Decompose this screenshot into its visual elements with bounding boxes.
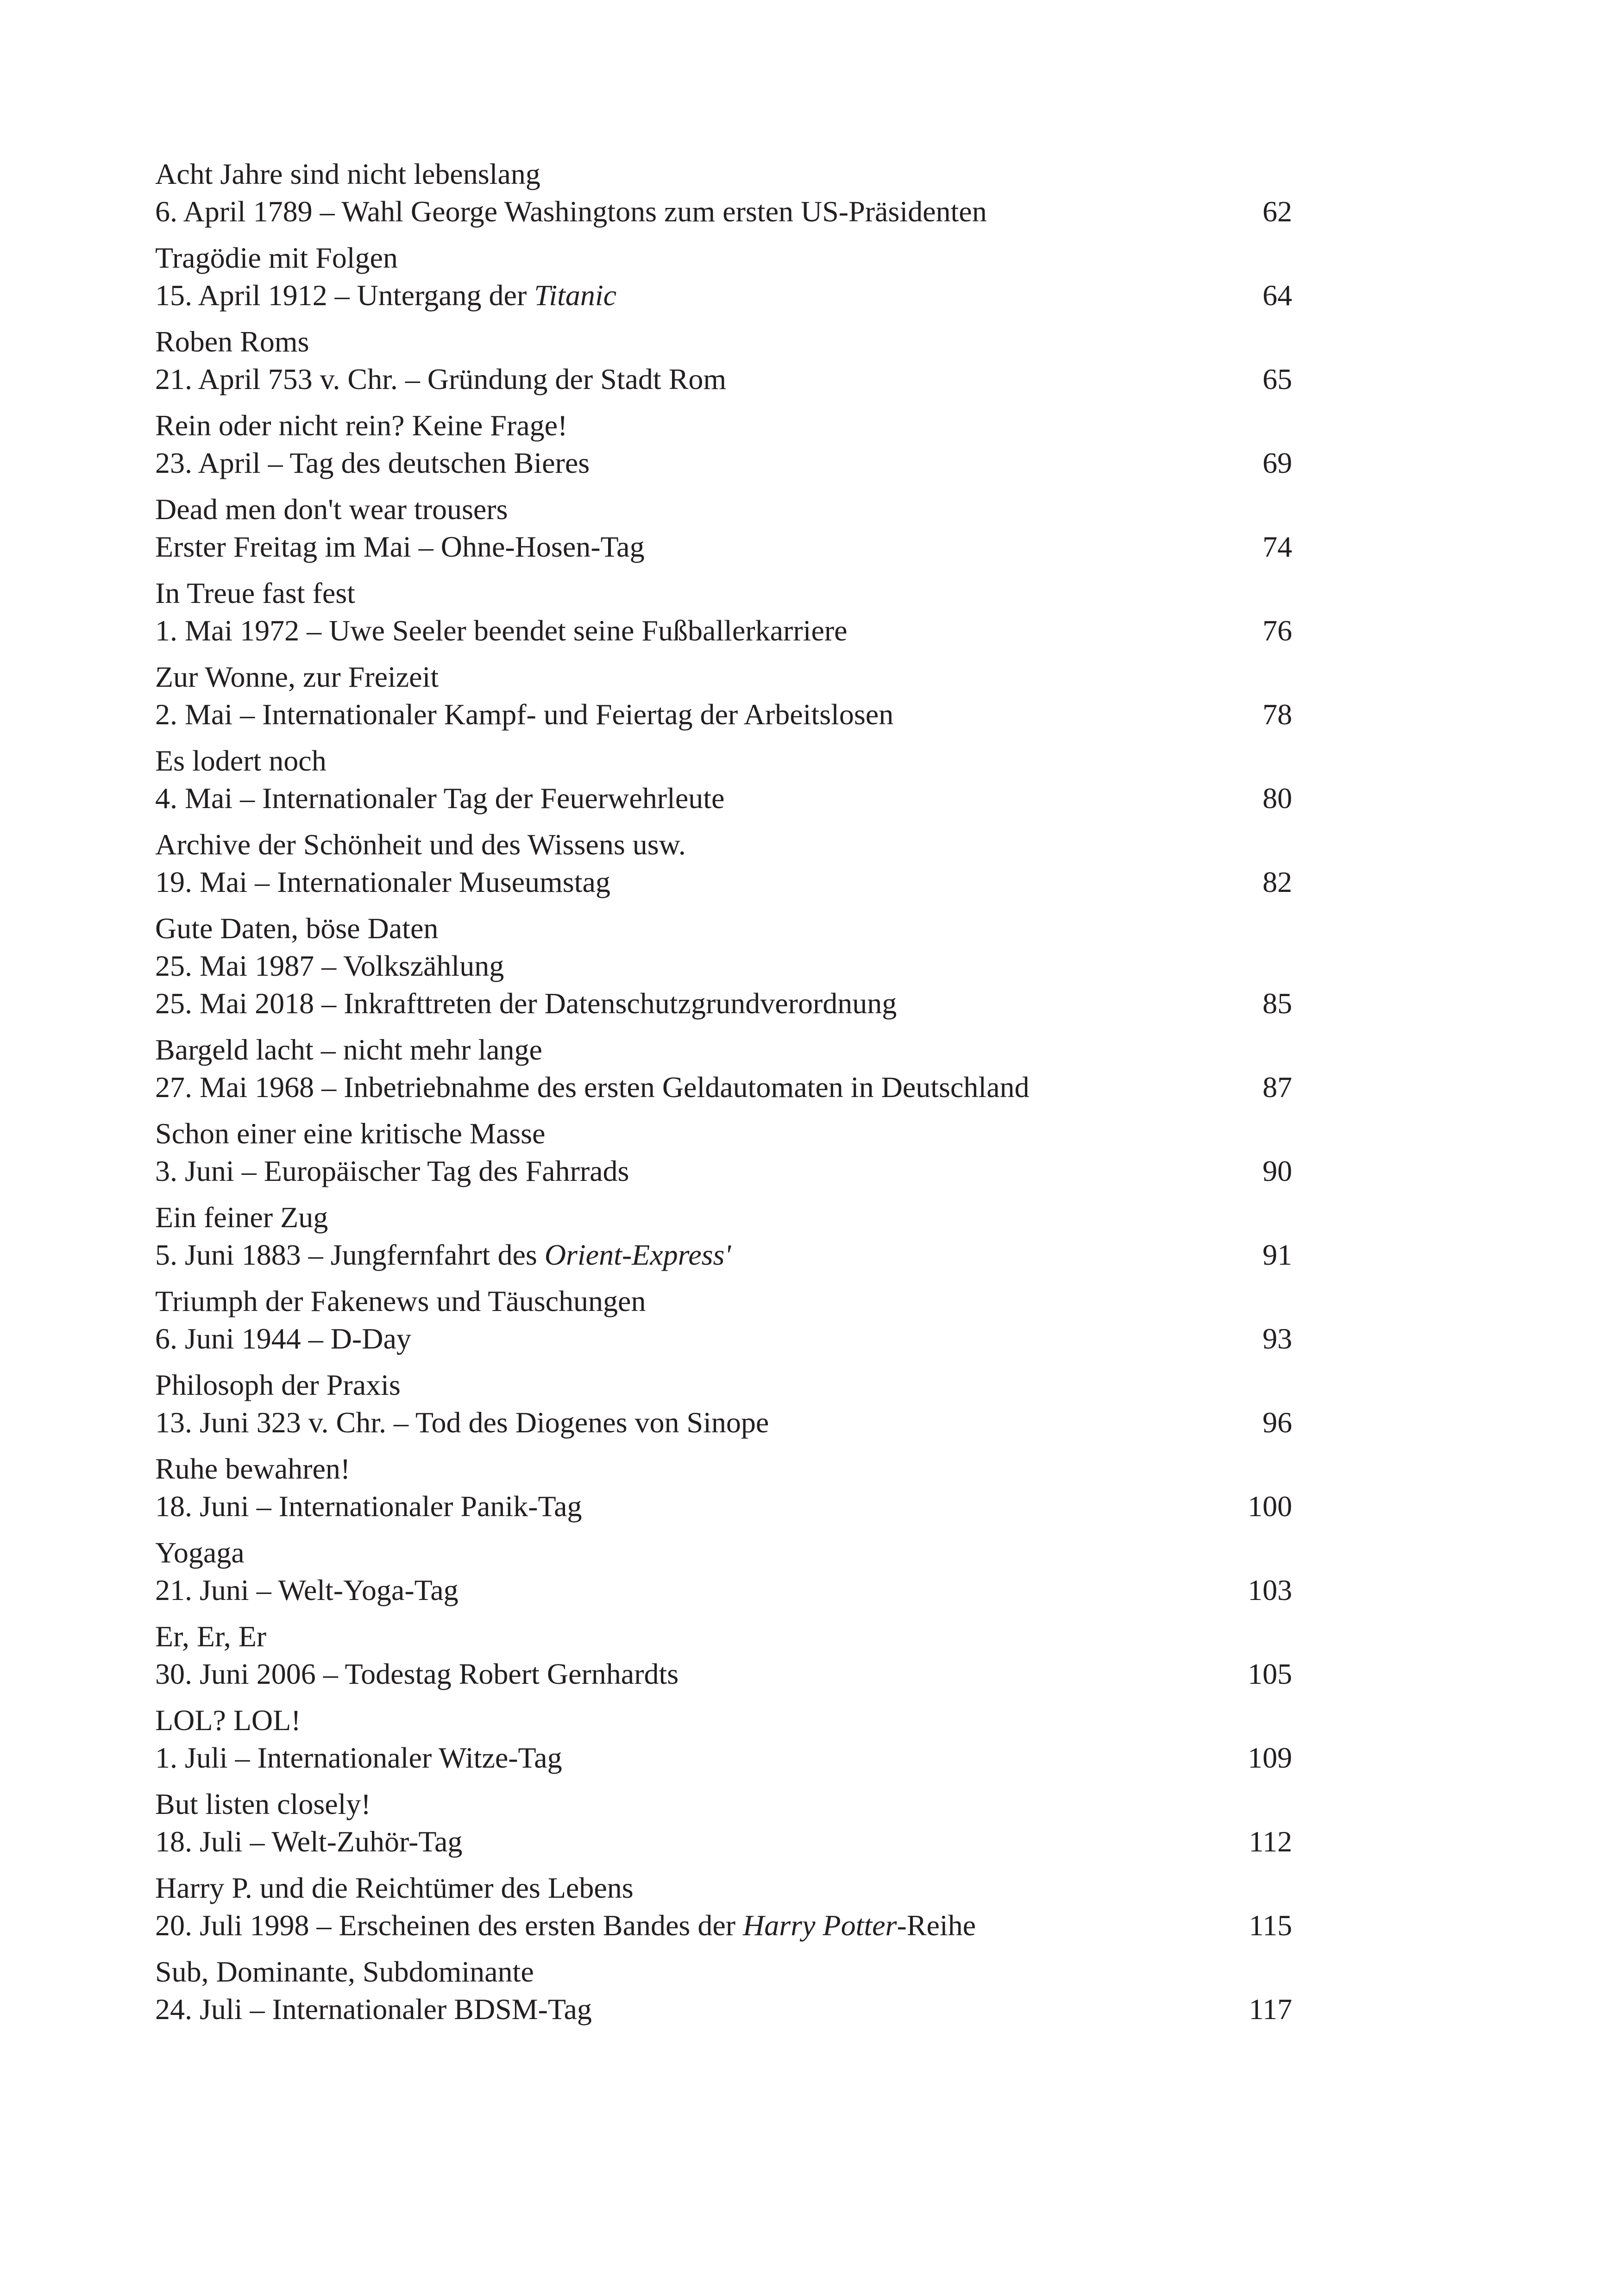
- toc-entry-title: Triumph der Fakenews und Täuschungen: [155, 1285, 646, 1317]
- toc-entry-text: 13. Juni 323 v. Chr. – Tod des Diogenes von Sinope: [155, 1406, 769, 1439]
- toc-page-number: 69: [1263, 446, 1292, 479]
- toc-entry-date-line: [155, 1571, 1292, 1609]
- toc-entry-title: Schon einer eine kritische Masse: [155, 1117, 546, 1150]
- toc-entry-date-line: [155, 947, 1292, 985]
- toc-entry: [155, 1115, 1292, 1190]
- toc-entry-text: 25. Mai 1987 – Volkszählung: [155, 949, 504, 982]
- toc-entry: [155, 155, 1292, 230]
- toc-entry-text: 15. April 1912 – Untergang der: [155, 279, 534, 312]
- toc-entry: [155, 323, 1292, 398]
- toc-entry-italic-text: Harry Potter: [743, 1909, 897, 1942]
- toc-entry-title: Es lodert noch: [155, 744, 327, 777]
- toc-entry: [155, 1785, 1292, 1860]
- toc-entry-date-line: [155, 1320, 1292, 1357]
- toc-page-number: 65: [1263, 363, 1292, 395]
- toc-page-number: 109: [1248, 1741, 1292, 1774]
- toc-entry-title: Rein oder nicht rein? Keine Frage!: [155, 409, 568, 442]
- toc-page-number: 100: [1248, 1490, 1292, 1523]
- toc-entry-date-line: [155, 1152, 1292, 1190]
- toc-entry-date-line: [155, 1823, 1292, 1860]
- toc-page-number: 85: [1263, 987, 1292, 1020]
- toc-entry-date-line: [155, 863, 1292, 901]
- toc-entry-date-line: [155, 276, 1292, 314]
- toc-entry-title: Harry P. und die Reichtümer des Lebens: [155, 1871, 634, 1904]
- toc-entry-text: 6. April 1789 – Wahl George Washingtons zum ersten US-Präsidenten: [155, 195, 987, 228]
- toc-entry-text: 18. Juni – Internationaler Panik-Tag: [155, 1490, 582, 1523]
- toc-entry-title: Archive der Schönheit und des Wissens usw.: [155, 828, 686, 861]
- toc-entry-title: Sub, Dominante, Subdominante: [155, 1955, 534, 1988]
- toc-entry: [155, 407, 1292, 482]
- toc-page-number: 112: [1249, 1825, 1292, 1858]
- toc-page-number: 105: [1248, 1657, 1292, 1690]
- toc-page-number: 62: [1263, 195, 1292, 228]
- toc-entry-date-line: [155, 1068, 1292, 1106]
- toc-page-number: 82: [1263, 866, 1292, 898]
- toc-entry-text: 23. April – Tag des deutschen Bieres: [155, 446, 590, 479]
- toc-entry-date-line: [155, 696, 1292, 733]
- table-of-contents: [155, 155, 1292, 2037]
- toc-page-number: 96: [1263, 1406, 1292, 1439]
- toc-page-number: 115: [1249, 1909, 1292, 1942]
- toc-entry-date-line: [155, 1739, 1292, 1776]
- toc-entry-text: 18. Juli – Welt-Zuhör-Tag: [155, 1825, 463, 1858]
- toc-entry: [155, 1031, 1292, 1106]
- toc-entry-italic-text: Titanic: [534, 279, 617, 312]
- toc-entry-text: -Reihe: [897, 1909, 976, 1942]
- toc-entry-date-line: [155, 193, 1292, 230]
- toc-entry-date-line: [155, 528, 1292, 565]
- toc-entry-date-line: [155, 1990, 1292, 2028]
- toc-entry: [155, 574, 1292, 649]
- toc-entry: [155, 1953, 1292, 2028]
- toc-page-number: 74: [1263, 530, 1292, 563]
- toc-entry-date-line: [155, 1404, 1292, 1441]
- toc-entry-title: Dead men don't wear trousers: [155, 493, 508, 526]
- toc-entry-text: 2. Mai – Internationaler Kampf- und Feiertag der Arbeitslosen: [155, 698, 894, 731]
- toc-page-number: 87: [1263, 1071, 1292, 1104]
- toc-entry-text: 1. Juli – Internationaler Witze-Tag: [155, 1741, 562, 1774]
- toc-page-number: 103: [1248, 1574, 1292, 1606]
- toc-entry-text: 21. April 753 v. Chr. – Gründung der Stadt Rom: [155, 363, 727, 395]
- toc-entry-text: Erster Freitag im Mai – Ohne-Hosen-Tag: [155, 530, 645, 563]
- toc-entry-text: 5. Juni 1883 – Jungfernfahrt des: [155, 1238, 545, 1271]
- toc-entry-text: 20. Juli 1998 – Erscheinen des ersten Bandes der: [155, 1909, 743, 1942]
- toc-entry-text: 27. Mai 1968 – Inbetriebnahme des ersten Geldautomaten in Deutschland: [155, 1071, 1030, 1104]
- toc-entry-title: Er, Er, Er: [155, 1620, 267, 1653]
- toc-entry-date-line: [155, 1487, 1292, 1525]
- toc-entry: [155, 1366, 1292, 1441]
- toc-entry-date-line: [155, 779, 1292, 817]
- toc-page-number: 76: [1263, 614, 1292, 647]
- toc-entry-title: LOL? LOL!: [155, 1704, 301, 1737]
- toc-entry-date-line: [155, 444, 1292, 482]
- toc-entry-title: Yogaga: [155, 1536, 245, 1569]
- toc-entry: [155, 1450, 1292, 1525]
- toc-entry: [155, 910, 1292, 1022]
- toc-entry: [155, 490, 1292, 565]
- toc-entry-title: Philosoph der Praxis: [155, 1368, 401, 1401]
- toc-page-number: 64: [1263, 279, 1292, 312]
- toc-entry-text: 25. Mai 2018 – Inkrafttreten der Datenschutzgrundverordnung: [155, 987, 897, 1020]
- toc-entry-title: Tragödie mit Folgen: [155, 241, 398, 274]
- toc-entry: [155, 1618, 1292, 1693]
- toc-entry-text: 24. Juli – Internationaler BDSM-Tag: [155, 1993, 592, 2026]
- toc-entry-title: In Treue fast fest: [155, 577, 355, 609]
- toc-entry: [155, 1282, 1292, 1357]
- toc-entry-text: 4. Mai – Internationaler Tag der Feuerwehrleute: [155, 782, 725, 815]
- toc-entry-text: 19. Mai – Internationaler Museumstag: [155, 866, 610, 898]
- toc-page-number: 90: [1263, 1154, 1292, 1187]
- toc-entry: [155, 826, 1292, 901]
- toc-page-number: 93: [1263, 1322, 1292, 1355]
- toc-entry-text: 1. Mai 1972 – Uwe Seeler beendet seine Fußballerkarriere: [155, 614, 848, 647]
- toc-page-number: 117: [1249, 1993, 1292, 2026]
- toc-entry: [155, 1701, 1292, 1776]
- toc-entry-title: Ein feiner Zug: [155, 1201, 328, 1234]
- toc-entry-date-line: [155, 360, 1292, 398]
- toc-entry-text: 3. Juni – Europäischer Tag des Fahrrads: [155, 1154, 629, 1187]
- toc-entry: [155, 1198, 1292, 1273]
- toc-entry-title: But listen closely!: [155, 1788, 371, 1820]
- toc-entry: [155, 658, 1292, 733]
- toc-entry-date-line: [155, 1655, 1292, 1693]
- toc-entry: [155, 239, 1292, 314]
- toc-page-number: 91: [1263, 1238, 1292, 1271]
- toc-page-number: 78: [1263, 698, 1292, 731]
- toc-entry-title: Acht Jahre sind nicht lebenslang: [155, 157, 540, 190]
- toc-page-number: 80: [1263, 782, 1292, 815]
- toc-entry-title: Ruhe bewahren!: [155, 1452, 351, 1485]
- toc-entry-date-line: [155, 612, 1292, 649]
- toc-entry-italic-text: Orient-Express': [544, 1238, 731, 1271]
- toc-entry-title: Roben Roms: [155, 325, 309, 358]
- toc-entry-text: 30. Juni 2006 – Todestag Robert Gernhardts: [155, 1657, 679, 1690]
- toc-entry-date-line: [155, 1907, 1292, 1944]
- toc-entry-title: Gute Daten, böse Daten: [155, 912, 439, 945]
- toc-entry-date-line: [155, 985, 1292, 1022]
- toc-entry-title: Zur Wonne, zur Freizeit: [155, 660, 439, 693]
- toc-entry: [155, 1869, 1292, 1944]
- toc-entry-text: 6. Juni 1944 – D-Day: [155, 1322, 411, 1355]
- toc-entry: [155, 1534, 1292, 1609]
- toc-entry-date-line: [155, 1236, 1292, 1273]
- toc-entry-title: Bargeld lacht – nicht mehr lange: [155, 1033, 542, 1066]
- toc-entry-text: 21. Juni – Welt-Yoga-Tag: [155, 1574, 459, 1606]
- toc-entry: [155, 742, 1292, 817]
